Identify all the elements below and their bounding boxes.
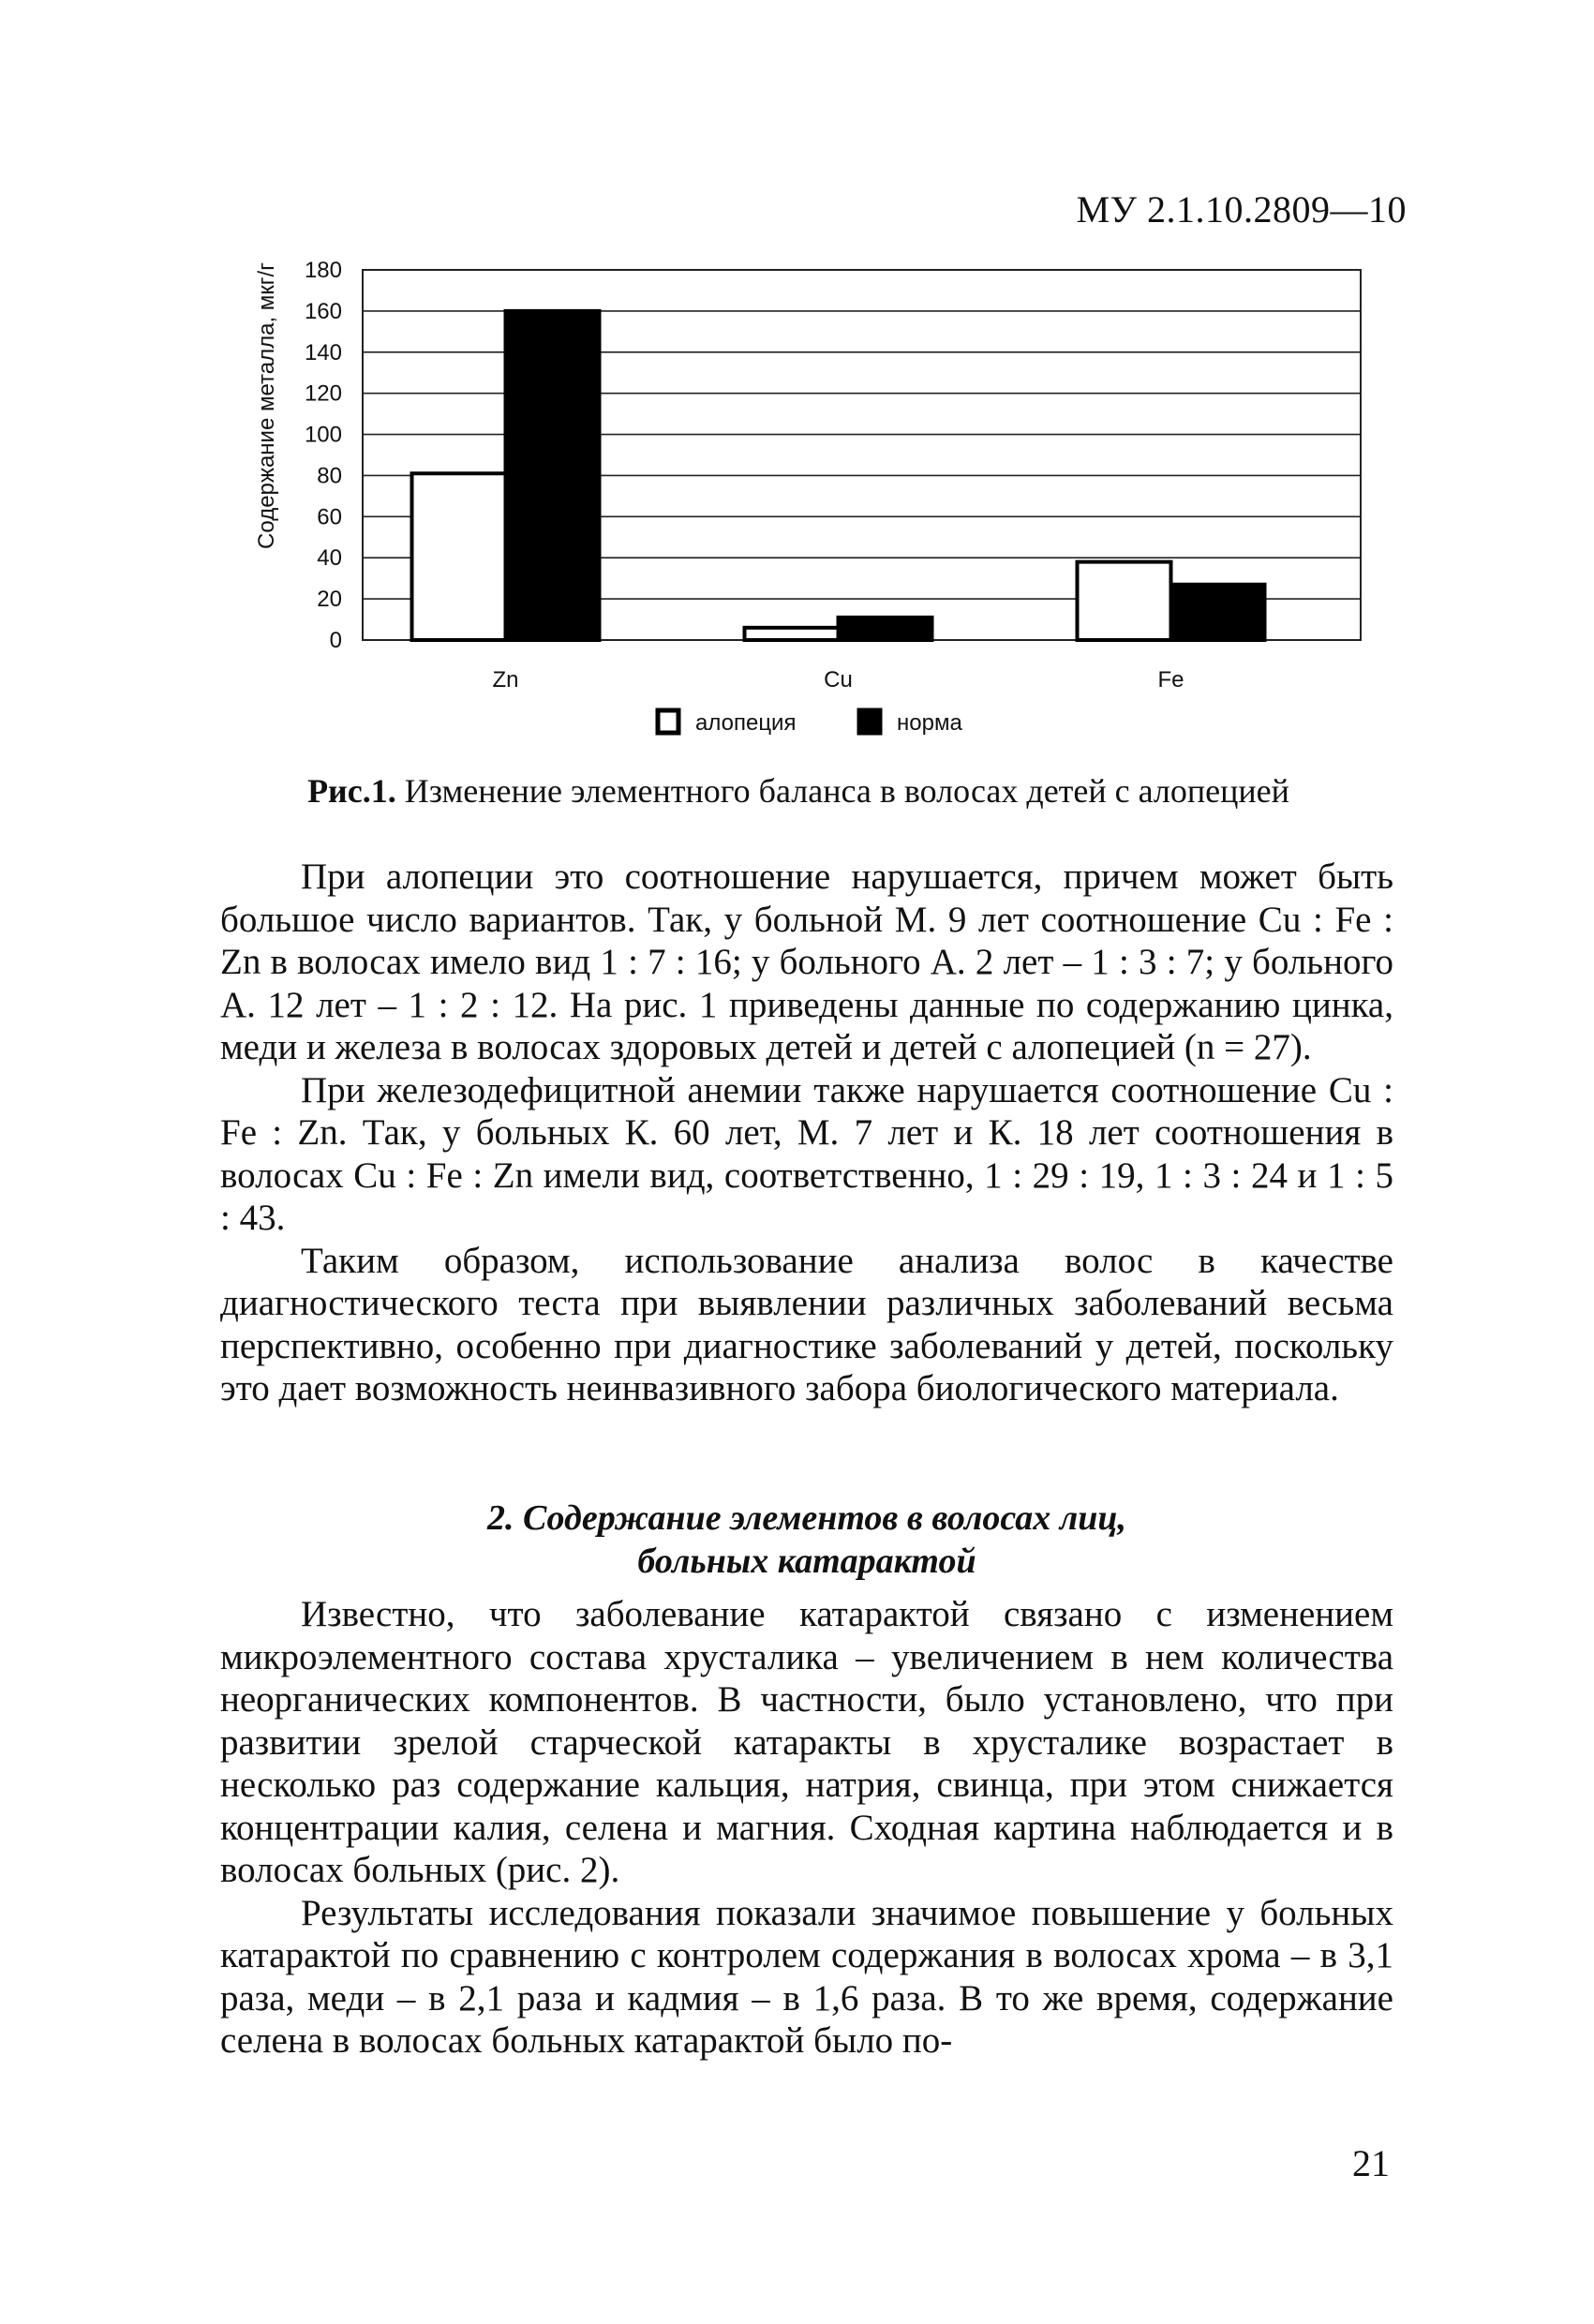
bar-zn-norm <box>506 311 600 640</box>
legend-swatch <box>859 710 880 733</box>
paragraph: При алопеции это соотношение нарушается, причем может быть большое число вариантов. Так, у больной М. 9 лет соотношение Cu : Fe : Zn в волосах имело вид 1 : 7 : 16; у больного А. 2 лет – 1 : 3 : 7; у больного А. 12 лет – 1 : 2 : 12. На рис. 1 приведены данные по содержанию цинка, меди и железа в волосах здоровых детей и детей с алопецией (n = 27). <box>220 857 1393 1067</box>
legend-label: алопеция <box>695 710 797 736</box>
legend-swatch <box>658 710 678 733</box>
caption-text: Изменение элементного баланса в волосах детей с алопецией <box>404 772 1289 810</box>
bar-fe-alopecia <box>1078 562 1171 640</box>
y-tick-label: 120 <box>304 380 342 407</box>
x-tick-labels <box>492 667 1184 693</box>
figure-caption <box>246 771 1351 811</box>
paragraph: Таким образом, использование анализа волос в качестве диагностического теста при выявлении различных заболеваний весьма перспективно, особенно при диагностике заболеваний у детей, поскольку это дает возможность неинвазивного забора биологического материала. <box>220 1240 1393 1408</box>
x-tick-label: Zn <box>492 667 519 693</box>
chart-legend <box>658 710 962 736</box>
y-tick-label: 180 <box>304 258 342 283</box>
bar-cu-norm <box>839 618 932 640</box>
page-number: 21 <box>1352 2142 1390 2184</box>
y-tick-label: 160 <box>304 298 342 324</box>
y-tick-labels <box>305 258 342 653</box>
paragraph: Результаты исследования показали значимое повышение у больных катарактой по сравнению с контролем содержания в волосах хрома – в 3,1 раза, меди – в 2,1 раза и кадмия – в 1,6 раза. В то же время, содержание селена в волосах больных катарактой было по- <box>220 1892 1393 2061</box>
y-tick-label: 0 <box>329 628 342 653</box>
body-section-1 <box>220 856 1393 1410</box>
y-tick-label: 20 <box>317 587 342 613</box>
body-section-2 <box>220 1593 1393 2063</box>
document-code: МУ 2.1.10.2809—10 <box>1076 188 1407 231</box>
bar-chart <box>246 242 1370 748</box>
caption-label: Рис.1. <box>307 772 396 810</box>
bar-fe-norm <box>1171 585 1265 640</box>
bar-zn-alopecia <box>412 473 506 640</box>
bar-cu-alopecia <box>745 628 839 640</box>
y-tick-label: 60 <box>317 504 342 530</box>
y-tick-label: 100 <box>304 422 342 448</box>
x-tick-label: Cu <box>824 667 853 693</box>
y-tick-label: 80 <box>317 463 342 489</box>
section-heading-line-2: больных катарактой <box>637 1542 976 1581</box>
x-tick-label: Fe <box>1157 667 1184 693</box>
y-tick-label: 40 <box>317 545 342 572</box>
y-axis-label: Содержание металла, мкг/г <box>254 262 279 549</box>
paragraph: При железодефицитной анемии также нарушается соотношение Cu : Fe : Zn. Так, у больных К. 60 лет, М. 7 лет и К. 18 лет соотношения в волосах Cu : Fe : Zn имели вид, соответственно, 1 : 29 : 19, 1 : 3 : 24 и 1 : 5 : 43. <box>220 1069 1393 1238</box>
y-tick-label: 140 <box>304 339 342 365</box>
section-heading-line-1: 2. Содержание элементов в волосах лиц, <box>486 1498 1127 1538</box>
section-heading <box>220 1497 1393 1583</box>
paragraph: Известно, что заболевание катарактой связано с изменением микроэлементного состава хрусталика – увеличением в нем количества неорганических компонентов. В частности, было установлено, что при развитии зрелой старческой катаракты в хрусталике возрастает в несколько раз содержание кальция, натрия, свинца, при этом снижается концентрации калия, селена и магния. Сходная картина наблюдается и в волосах больных (рис. 2). <box>220 1594 1393 1890</box>
legend-label: норма <box>897 710 962 736</box>
